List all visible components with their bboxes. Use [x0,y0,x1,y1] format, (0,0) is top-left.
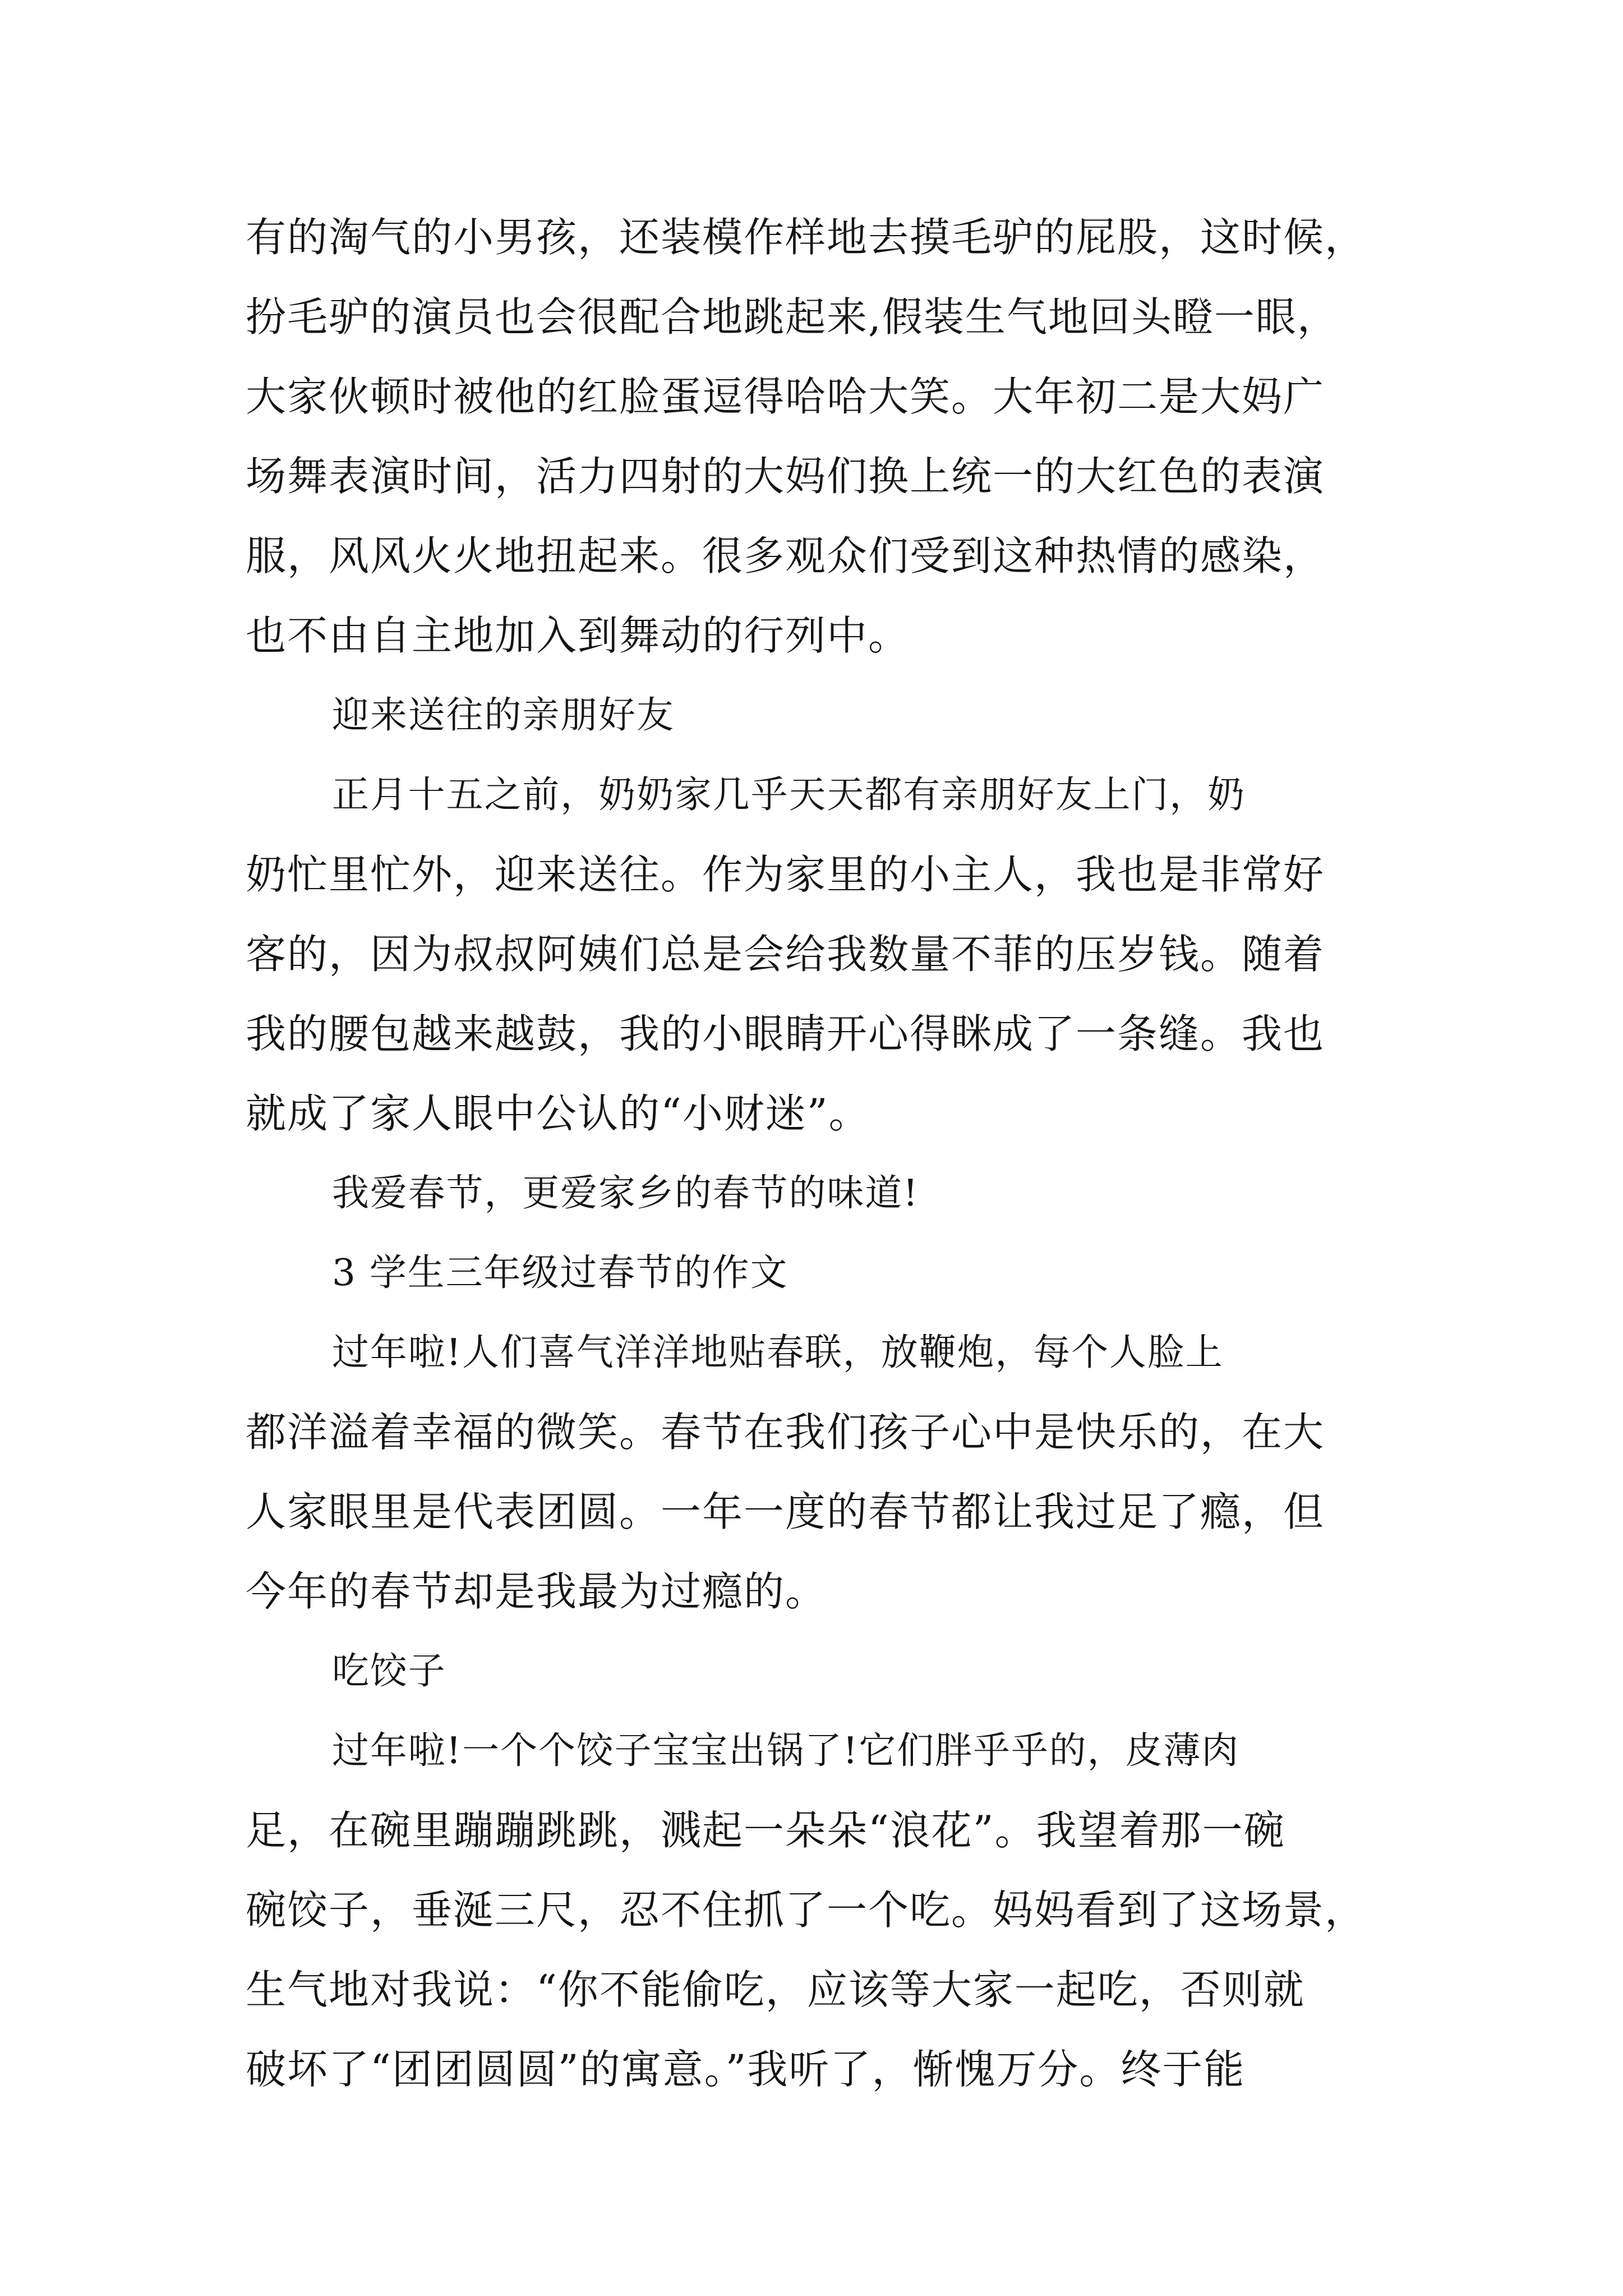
text-line: 吃饺子 [332,1649,446,1692]
text-line: 客的，因为叔叔阿姨们总是会给我数量不菲的压岁钱。随着 [246,931,1325,978]
document-body [246,197,1387,2109]
text-line: 正月十五之前，奶奶家几乎天天都有亲朋好友上门，奶 [332,773,1246,816]
text-line: 3 学生三年级过春节的作文 [332,1251,789,1294]
text-line: 场舞表演时间，活力四射的大妈们换上统一的大红色的表演 [246,453,1325,500]
text-line: 迎来送往的亲朋好友 [332,693,675,737]
text-line: 有的淘气的小男孩，还装模作样地去摸毛驴的屁股，这时候， [246,214,1367,261]
text-line: 破坏了“团团圆圆”的寓意。”我听了，惭愧万分。终于能 [246,2046,1246,2093]
text-line: 生气地对我说：“你不能偷吃，应该等大家一起吃，否则就 [246,1966,1305,2013]
text-line: 碗饺子，垂涎三尺，忍不住抓了一个吃。妈妈看到了这场景， [246,1887,1367,1934]
text-line: 今年的春节却是我最为过瘾的。 [246,1568,827,1615]
text-line: 大家伙顿时被他的红脸蛋逗得哈哈大笑。大年初二是大妈广 [246,373,1325,420]
text-line: 过年啦!一个个饺子宝宝出锅了!它们胖乎乎的，皮薄肉 [332,1729,1240,1772]
text-line: 服，风风火火地扭起来。很多观众们受到这种热情的感染， [246,532,1325,579]
text-line: 过年啦!人们喜气洋洋地贴春联，放鞭炮，每个人脸上 [332,1331,1224,1374]
text-line: 扮毛驴的演员也会很配合地跳起来,假装生气地回头瞪一眼， [246,293,1339,341]
text-line: 也不由自主地加入到舞动的行列中。 [246,612,910,659]
text-line: 我爱春节，更爱家乡的春节的味道! [332,1171,919,1214]
text-line: 人家眼里是代表团圆。一年一度的春节都让我过足了瘾，但 [246,1488,1325,1535]
text-line: 我的腰包越来越鼓，我的小眼睛开心得眯成了一条缝。我也 [246,1010,1325,1057]
text-line: 足，在碗里蹦蹦跳跳，溅起一朵朵“浪花”。我望着那一碗 [246,1807,1285,1854]
text-line: 都洋溢着幸福的微笑。春节在我们孩子心中是快乐的，在大 [246,1409,1325,1456]
text-line: 就成了家人眼中公认的“小财迷”。 [246,1090,870,1137]
text-line: 奶忙里忙外，迎来送往。作为家里的小主人，我也是非常好 [246,851,1325,898]
